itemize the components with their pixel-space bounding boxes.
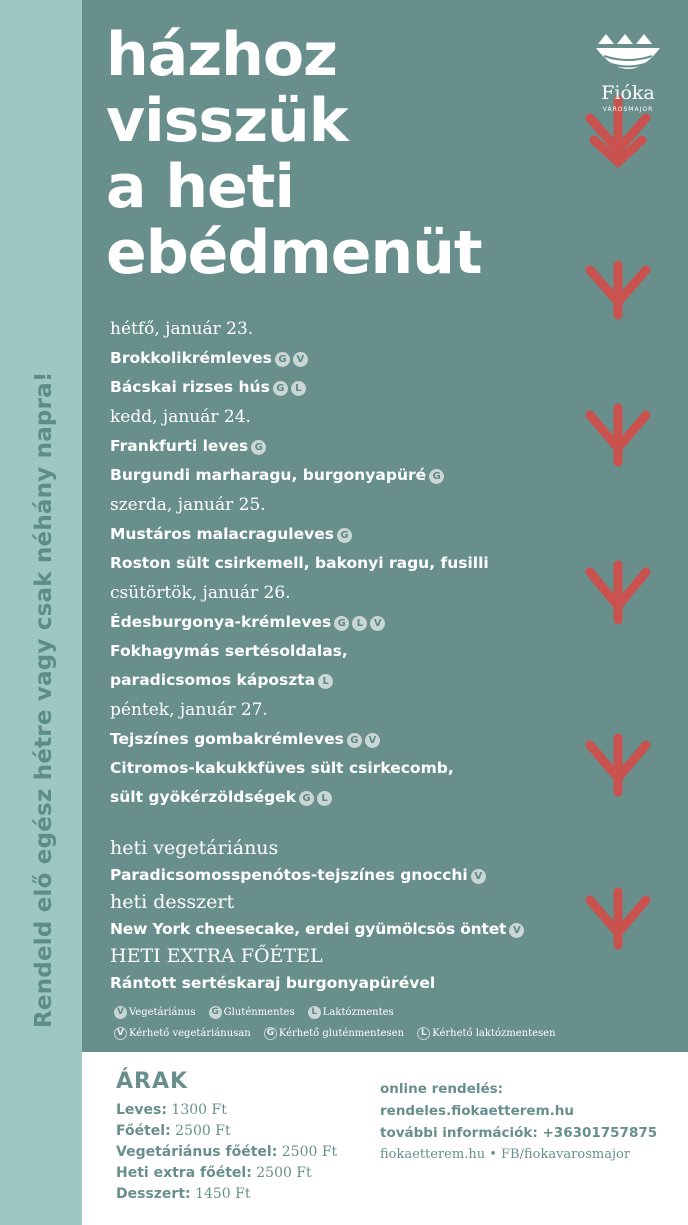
arrow-down-icon [590, 265, 646, 315]
optional-lactose-free-badge-icon: L [417, 1027, 430, 1040]
price-row [116, 1121, 337, 1142]
three-bird-logo-icon [592, 30, 664, 82]
vegetarian-badge-icon: V [365, 733, 380, 748]
gluten-free-badge-icon: G [429, 469, 444, 484]
optional-vegetarian-badge-icon: V [114, 1027, 127, 1040]
dish-name: sült gyökérzöldségek [110, 788, 297, 806]
gluten-free-badge-icon: G [347, 733, 362, 748]
vegetarian-badge-icon: V [370, 616, 385, 631]
logo-name: Fióka [601, 82, 655, 104]
weekly-dessert-label: heti desszert [110, 891, 235, 913]
lactose-free-badge-icon: L [308, 1006, 321, 1019]
title-line: visszük [106, 86, 348, 156]
daily-menu [110, 318, 580, 816]
lactose-free-badge-icon: L [291, 381, 306, 396]
weekly-veg-label: heti vegetáriánus [110, 837, 279, 859]
fioka-logo [592, 30, 664, 120]
dish-name: Tejszínes gombakrémleves [110, 730, 344, 748]
dish-name: Bácskai rizses hús [110, 378, 270, 396]
gluten-free-badge-icon: G [299, 791, 314, 806]
dish-name: Roston sült csirkemell, bakonyi ragu, fusilli [110, 554, 489, 572]
price-value: 2500 Ft [281, 1144, 338, 1160]
weekly-extra-dish: Rántott sertéskaraj burgonyapürével [110, 974, 436, 992]
contact-info [380, 1078, 657, 1166]
logo-sub: VÁROSMAJOR [602, 106, 654, 113]
dish-item [110, 465, 580, 494]
vegetarian-badge-icon: V [114, 1006, 127, 1019]
legend-label: Kérhető gluténmentesen [278, 1028, 405, 1039]
vegetarian-badge-icon: V [471, 869, 486, 884]
weekly-extra-label: HETI EXTRA FŐÉTEL [110, 945, 323, 967]
price-row [116, 1163, 337, 1184]
online-order-label: online rendelés: [380, 1081, 504, 1097]
price-list [116, 1068, 337, 1205]
price-row [116, 1100, 337, 1121]
dish-name: Fokhagymás sertésoldalas, [110, 642, 348, 660]
lactose-free-badge-icon: L [317, 791, 332, 806]
dish-item [110, 641, 580, 670]
title-line: ebédmenüt [106, 218, 482, 288]
arrow-down-icon [590, 408, 646, 462]
gluten-free-badge-icon: G [209, 1006, 222, 1019]
dish-name: Édesburgonya-krémleves [110, 613, 332, 631]
price-row [116, 1184, 337, 1205]
price-row [116, 1142, 337, 1163]
legend-label: Laktózmentes [322, 1007, 394, 1018]
gluten-free-badge-icon: G [334, 616, 349, 631]
dish-item [110, 729, 580, 758]
left-sidebar [0, 0, 82, 1225]
prices-heading: ÁRAK [116, 1069, 189, 1094]
dish-item [110, 612, 580, 641]
dish-item [110, 348, 580, 377]
info-phone[interactable]: további információk: +36301757875 [380, 1125, 658, 1141]
price-label: Desszert: [116, 1186, 191, 1202]
price-label: Heti extra főétel: [116, 1165, 252, 1181]
title-line: házhoz [106, 20, 337, 90]
arrow-down-icon [590, 565, 646, 620]
weekly-dessert-dish [110, 919, 630, 944]
dish-item [110, 524, 580, 553]
gluten-free-badge-icon: G [275, 352, 290, 367]
dish-name: Mustáros malacraguleves [110, 525, 334, 543]
price-label: Leves: [116, 1102, 167, 1118]
legend-label: Kérhető vegetáriánusan [129, 1028, 251, 1039]
dish-name: Burgundi marharagu, burgonyapüré [110, 466, 427, 484]
dish-name: paradicsomos káposzta [110, 671, 316, 689]
vegetarian-badge-icon: V [293, 352, 308, 367]
price-value: 2500 Ft [256, 1165, 312, 1181]
price-value: 1450 Ft [195, 1186, 251, 1202]
lactose-free-badge-icon: L [318, 674, 333, 689]
vegetarian-badge-icon: V [509, 923, 524, 938]
dish-name: Brokkolikrémleves [110, 349, 272, 367]
optional-gluten-free-badge-icon: G [264, 1027, 277, 1040]
dish-item [110, 377, 580, 406]
day-label: kedd, január 24. [110, 407, 251, 427]
allergen-legend [114, 1006, 556, 1048]
legend-label: Vegetáriánus [129, 1007, 196, 1018]
legend-label: Gluténmentes [223, 1007, 295, 1018]
lactose-free-badge-icon: L [352, 616, 367, 631]
dish-item [110, 553, 580, 582]
dish-name: Citromos-kakukkfüves sült csirkecomb, [110, 759, 454, 777]
dish-item [110, 787, 580, 816]
day-label: szerda, január 25. [110, 495, 266, 515]
legend-label: Kérhető laktózmentesen [432, 1028, 556, 1039]
weekly-specials [110, 836, 630, 998]
gluten-free-badge-icon: G [251, 440, 266, 455]
price-value: 1300 Ft [171, 1102, 227, 1118]
price-label: Vegetáriánus főétel: [116, 1144, 278, 1160]
online-order-link[interactable]: rendeles.fiokaetterem.hu [380, 1103, 575, 1119]
dish-item [110, 670, 580, 699]
price-value: 2500 Ft [175, 1123, 231, 1139]
page-title [106, 22, 482, 286]
gluten-free-badge-icon: G [337, 528, 352, 543]
web-social-links[interactable]: fiokaetterem.hu • FB/fiokavarosmajor [380, 1147, 631, 1162]
title-line: a heti [106, 152, 295, 222]
dish-name: Paradicsomosspenótos-tejszínes gnocchi [110, 866, 468, 884]
arrow-down-icon [590, 738, 646, 792]
day-label: péntek, január 27. [110, 700, 268, 720]
dish-item [110, 758, 580, 787]
day-label: hétfő, január 23. [110, 319, 254, 339]
dish-item [110, 436, 580, 465]
dish-name: New York cheesecake, erdei gyümölcsös öntet [110, 920, 507, 938]
side-slogan: Rendeld elő egész hétre vagy csak néhány napra! [31, 371, 57, 1028]
day-label: csütörtök, január 26. [110, 583, 291, 603]
weekly-veg-dish [110, 865, 630, 890]
price-label: Főétel: [116, 1123, 171, 1139]
dish-name: Frankfurti leves [110, 437, 249, 455]
gluten-free-badge-icon: G [273, 381, 288, 396]
